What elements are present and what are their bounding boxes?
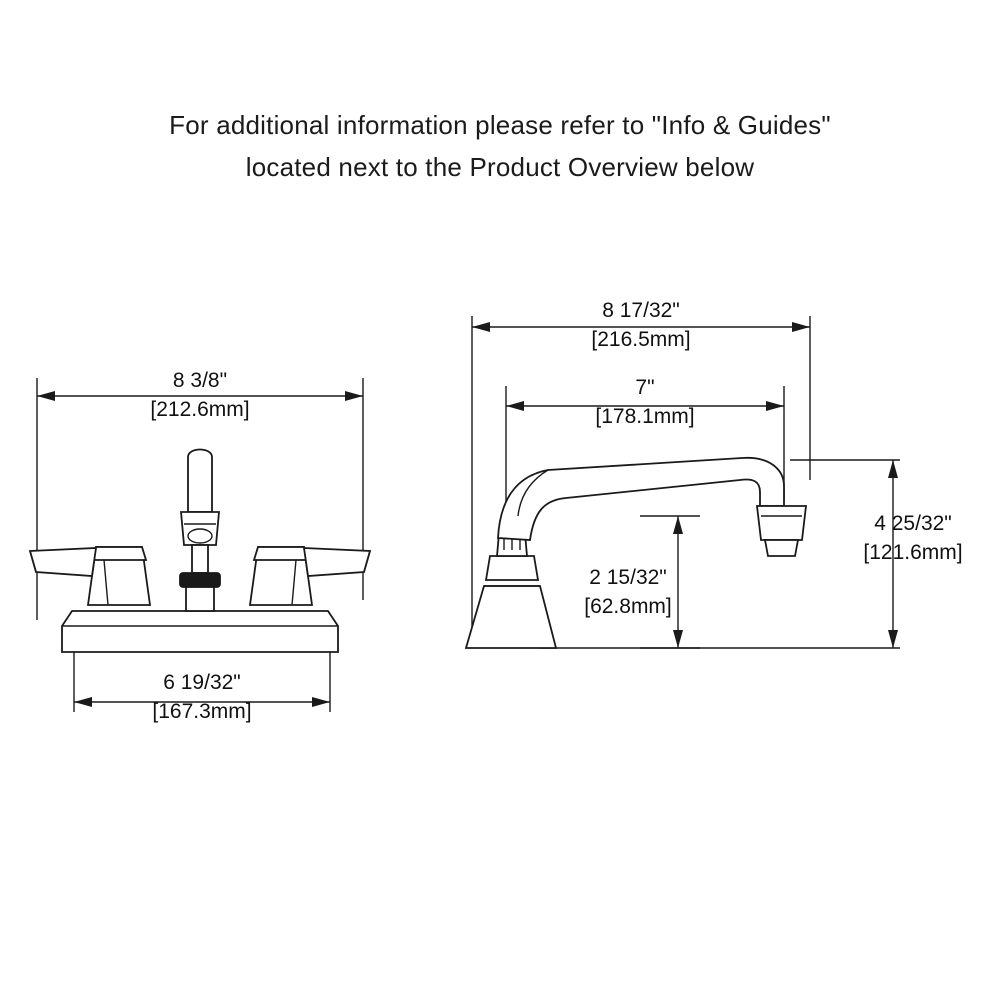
side-overall-height-inches: 4 25/32": [874, 512, 952, 535]
side-spout-clearance-mm: [62.8mm]: [584, 595, 672, 618]
side-spout-clearance-inches: 2 15/32": [589, 566, 667, 589]
front-overall-width-label: [100, 366, 300, 424]
front-overall-width-mm: [212.6mm]: [150, 398, 250, 421]
front-base-width-label: [102, 668, 302, 726]
side-spout-reach-label: [545, 373, 745, 431]
side-overall-height-label: [843, 509, 983, 567]
front-base-width-mm: [167.3mm]: [152, 700, 252, 723]
front-overall-width-inches: 8 3/8": [172, 369, 228, 392]
side-overall-reach-label: [541, 296, 741, 354]
front-view-drawing: [30, 378, 370, 712]
faucet-front-body: [30, 450, 370, 653]
instruction-note-line-1: For additional information please refer to "Info & Guides": [169, 110, 831, 140]
side-spout-reach-inches: 7": [635, 376, 655, 399]
front-base-width-inches: 6 19/32": [163, 671, 241, 694]
side-overall-height-mm: [121.6mm]: [863, 541, 963, 564]
side-overall-reach-inches: 8 17/32": [602, 299, 680, 322]
side-spout-clearance-label: [523, 563, 733, 621]
side-overall-reach-mm: [216.5mm]: [591, 328, 691, 351]
side-spout-reach-mm: [178.1mm]: [595, 405, 695, 428]
instruction-note-line-2: located next to the Product Overview below: [245, 152, 755, 182]
